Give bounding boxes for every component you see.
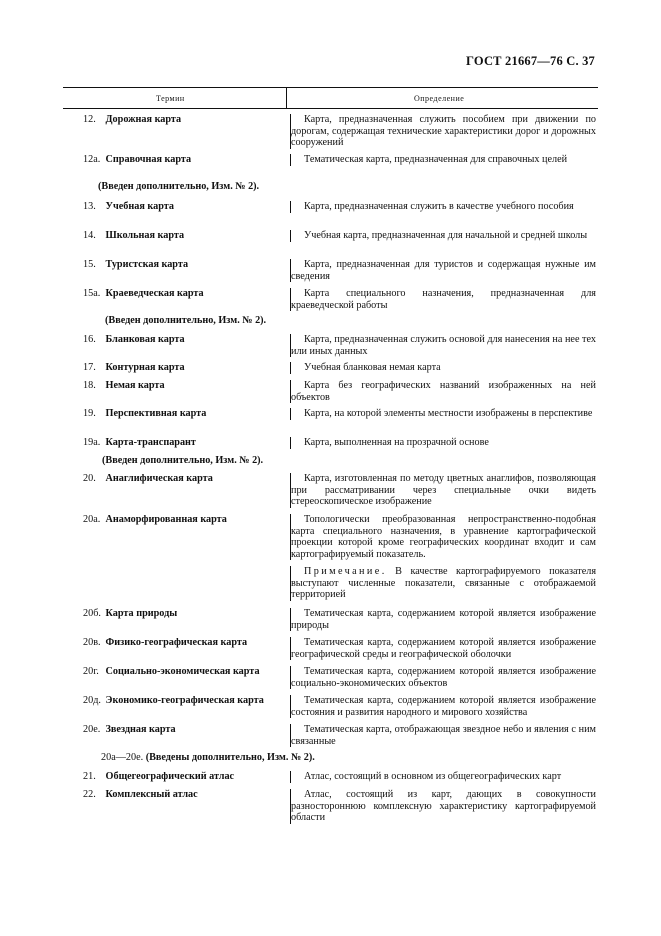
- definition-cell: Тематическая карта, содержанием которой является изображение социально-экономических объектов: [291, 666, 596, 689]
- definition-cell: Тематическая карта, предназначенная для справочных целей: [290, 154, 596, 166]
- term-number: 15.: [83, 259, 96, 270]
- remark-label: Примечание.: [304, 566, 387, 577]
- definition-cell: Тематическая карта, содержанием которой является изображение географической среды и географической оболочки: [291, 637, 596, 660]
- page-header: ГОСТ 21667—76 С. 37: [466, 54, 595, 68]
- table-rule-header: [63, 108, 598, 109]
- term-number: 19.: [83, 408, 96, 419]
- term-text: Физико-географическая карта: [105, 637, 248, 648]
- term-number: 12.: [83, 114, 96, 125]
- term-number: 20а.: [83, 514, 101, 525]
- amendment-note: (Введен дополнительно, Изм. № 2).: [98, 181, 260, 192]
- definition-cell: Карта специального назначения, предназначенная для краеведческой работы: [291, 288, 596, 311]
- amendment-text: (Введены дополнительно, Изм. № 2).: [145, 752, 315, 763]
- term-number: 13.: [83, 201, 96, 212]
- term-cell: [83, 230, 283, 242]
- term-number: 20б.: [83, 608, 101, 619]
- term-number: 17.: [83, 362, 96, 373]
- term-cell: [83, 608, 283, 620]
- term-cell: [83, 259, 283, 271]
- term-cell: [83, 288, 283, 300]
- column-header-definition: Определение: [414, 94, 465, 103]
- definition-cell: Тематическая карта, отображающая звездное небо и явления с ним связанные: [291, 724, 596, 747]
- term-number: 12а.: [83, 154, 101, 165]
- definition-cell: Карта, предназначенная служить основой для нанесения на нее тех или иных данных: [291, 334, 596, 357]
- term-cell: [83, 695, 283, 707]
- definition-cell: Учебная карта, предназначенная для начальной и средней школы: [290, 230, 596, 242]
- definition-cell: Карта, на которой элементы местности изображены в перспективе: [290, 408, 596, 420]
- definition-cell: Карта, изготовленная по методу цветных анаглифов, позволяющая при рассматривании через специальные очки видеть стереоскопическое изображение: [291, 473, 596, 508]
- term-number: 20е.: [83, 724, 101, 735]
- term-number: 15а.: [83, 288, 101, 299]
- term-text: Контурная карта: [105, 362, 185, 373]
- term-cell: [83, 771, 283, 783]
- term-cell: [83, 666, 283, 678]
- term-cell: [83, 154, 283, 166]
- term-text: Бланковая карта: [105, 334, 185, 345]
- term-cell: [83, 334, 283, 346]
- table-header-divider: [286, 88, 287, 108]
- term-cell: [83, 473, 283, 485]
- amendment-note: (Введен дополнительно, Изм. № 2).: [105, 315, 267, 326]
- term-cell: [83, 201, 283, 213]
- term-number: 21.: [83, 771, 96, 782]
- term-text: Социально-экономическая карта: [105, 666, 260, 677]
- definition-cell: Карта, предназначенная служить в качестве учебного пособия: [290, 201, 596, 213]
- term-cell: [83, 514, 283, 526]
- amendment-note: [101, 752, 315, 764]
- term-text: Анаглифическая карта: [105, 473, 213, 484]
- term-number: 20г.: [83, 666, 99, 677]
- term-number: 14.: [83, 230, 96, 241]
- term-number: 18.: [83, 380, 96, 391]
- term-number: 16.: [83, 334, 96, 345]
- term-text: Комплексный атлас: [105, 789, 198, 800]
- term-cell: [83, 380, 283, 392]
- term-cell: [83, 637, 283, 649]
- definition-cell: Атлас, состоящий из карт, дающих в совокупности разностороннюю комплексную характеристику картографируемой области: [291, 789, 596, 824]
- term-text: Общегеографический атлас: [105, 771, 235, 782]
- definition-cell: Топологически преобразованная непространственно-подобная карта специального назначения, в уравнение картографической проекции которой кроме географических координат входит и сам картографируемый показатель.: [291, 514, 596, 560]
- definition-cell: Учебная бланковая немая карта: [290, 362, 596, 374]
- term-cell: [83, 114, 283, 126]
- term-text: Школьная карта: [105, 230, 185, 241]
- remark-body: В качестве картографируемого показателя выступают численные показатели, связанные с отображаемой территорией: [291, 566, 597, 601]
- amendment-note: (Введен дополнительно, Изм. № 2).: [102, 455, 264, 466]
- term-text: Анаморфированная карта: [105, 514, 227, 525]
- definition-cell: Карта, предназначенная служить пособием при движении по дорогам, содержащая технические характеристики дорог и дорожных сооружений: [291, 114, 596, 149]
- term-number: 20.: [83, 473, 96, 484]
- term-cell: [83, 789, 283, 801]
- term-number: 20в.: [83, 637, 101, 648]
- definition-cell: Тематическая карта, содержанием которой является изображение природы: [291, 608, 596, 631]
- term-text: Звездная карта: [105, 724, 176, 735]
- term-cell: [83, 408, 283, 420]
- term-text: Карта природы: [105, 608, 178, 619]
- term-text: Перспективная карта: [105, 408, 207, 419]
- term-text: Экономико-географическая карта: [105, 695, 264, 706]
- definition-cell: Атлас, состоящий в основном из общегеографических карт: [290, 771, 596, 783]
- amendment-range: 20а—20е.: [101, 752, 144, 763]
- definition-cell: Карта, предназначенная для туристов и содержащая нужные им сведения: [291, 259, 596, 282]
- column-header-term: Термин: [156, 94, 185, 103]
- term-number: 20д.: [83, 695, 101, 706]
- term-text: Учебная карта: [105, 201, 174, 212]
- term-text: Немая карта: [105, 380, 165, 391]
- term-text: Дорожная карта: [105, 114, 182, 125]
- term-cell: [83, 437, 283, 449]
- term-text: Краеведческая карта: [105, 288, 204, 299]
- term-cell: [83, 362, 283, 374]
- definition-cell: Карта без географических названий изображенных на ней объектов: [291, 380, 596, 403]
- term-text: Справочная карта: [105, 154, 192, 165]
- remark-text: [290, 566, 596, 601]
- table-rule-top: [63, 87, 598, 88]
- term-cell: [83, 724, 283, 736]
- term-number: 19а.: [83, 437, 101, 448]
- term-text: Карта-транспарант: [105, 437, 196, 448]
- definition-cell: Тематическая карта, содержанием которой является изображение состояния и развития народного и мирового хозяйства: [291, 695, 596, 718]
- definition-cell: Карта, выполненная на прозрачной основе: [290, 437, 596, 449]
- term-number: 22.: [83, 789, 96, 800]
- term-text: Туристская карта: [105, 259, 189, 270]
